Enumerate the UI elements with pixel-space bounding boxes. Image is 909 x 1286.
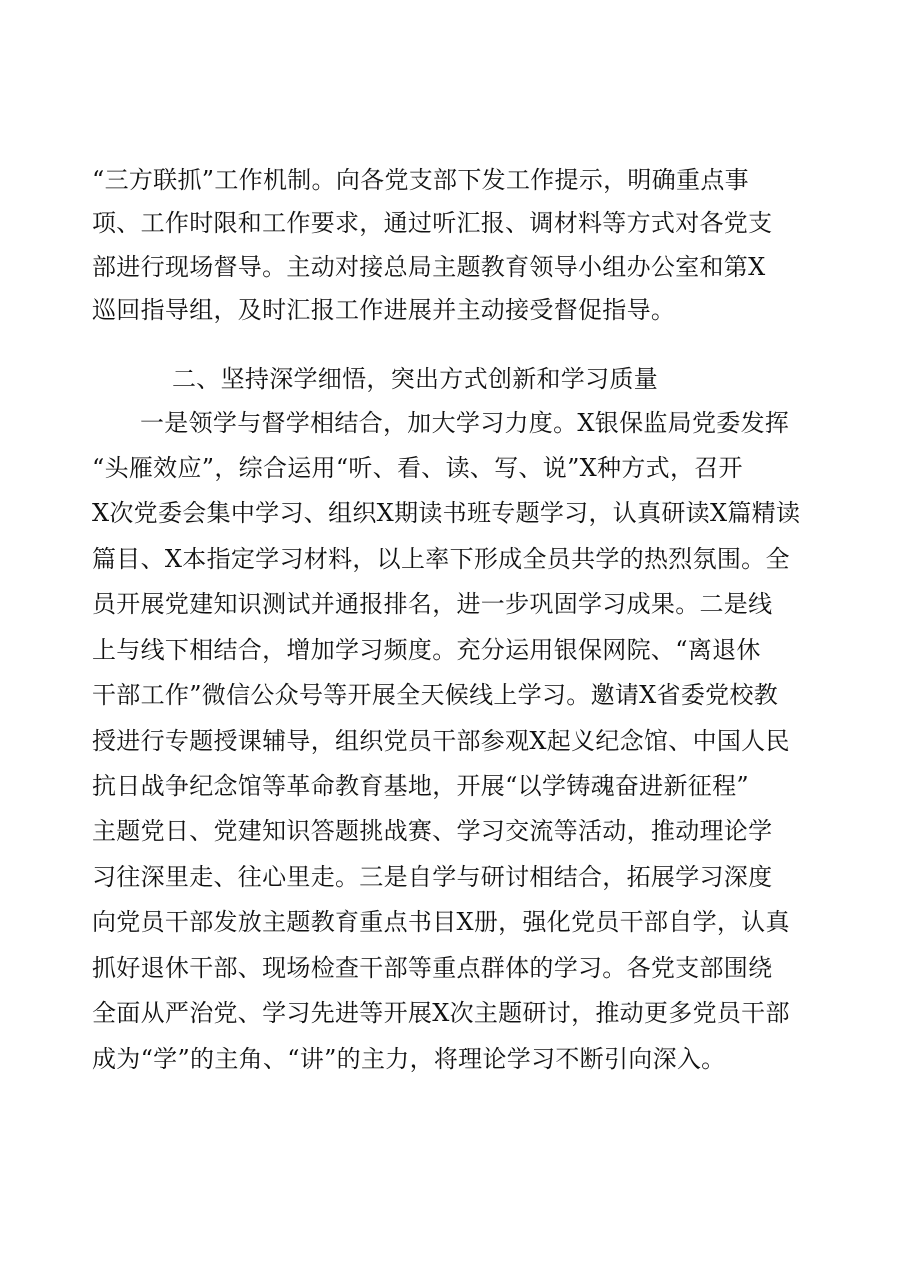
paragraph-2-line-6: 上与线下相结合，增加学习频度。充分运用银保网院、“离退休: [92, 636, 761, 664]
paragraph-2-line-8: 授进行专题授课辅导，组织党员干部参观X起义纪念馆、中国人民: [92, 727, 790, 755]
paragraph-1-line-1: “三方联抓”工作机制。向各党支部下发工作提示，明确重点事: [92, 166, 749, 194]
paragraph-2-line-15: 成为“学”的主角、“讲”的主力，将理论学习不断引向深入。: [92, 1045, 726, 1073]
paragraph-2-line-4: 篇目、X本指定学习材料，以上率下形成全员共学的热烈氛围。全: [92, 545, 790, 573]
paragraph-2-line-7: 干部工作”微信公众号等开展全天候线上学习。邀请X省委党校教: [92, 681, 779, 709]
paragraph-2-line-1: 一是领学与督学相结合，加大学习力度。X银保监局党委发挥: [140, 409, 790, 437]
paragraph-2-line-3: X次党委会集中学习、组织X期读书班专题学习，认真研读X篇精读: [92, 499, 801, 527]
paragraph-2-line-12: 向党员干部发放主题教育重点书目X册，强化党员干部自学，认真: [92, 908, 790, 936]
paragraph-1-line-4: 巡回指导组，及时汇报工作进展并主动接受督促指导。: [92, 296, 676, 324]
section-heading: 二、坚持深学细悟，突出方式创新和学习质量: [172, 365, 658, 393]
paragraph-1-line-2: 项、工作时限和工作要求，通过听汇报、调材料等方式对各党支: [92, 209, 773, 237]
paragraph-2-line-9: 抗日战争纪念馆等革命教育基地，开展“以学铸魂奋进新征程”: [92, 772, 749, 800]
paragraph-2-line-11: 习往深里走、往心里走。三是自学与研讨相结合，拓展学习深度: [92, 863, 773, 891]
paragraph-2-line-13: 抓好退休干部、现场检查干部等重点群体的学习。各党支部围绕: [92, 954, 773, 982]
paragraph-2-line-5: 员开展党建知识测试并通报排名，进一步巩固学习成果。二是线: [92, 590, 773, 618]
paragraph-2-line-14: 全面从严治党、学习先进等开展X次主题研讨，推动更多党员干部: [92, 999, 790, 1027]
paragraph-2-line-2: “头雁效应”，综合运用“听、看、读、写、说”X种方式，召开: [92, 454, 743, 482]
paragraph-1-line-3: 部进行现场督导。主动对接总局主题教育领导小组办公室和第X: [92, 253, 766, 281]
paragraph-2-line-10: 主题党日、党建知识答题挑战赛、学习交流等活动，推动理论学: [92, 817, 773, 845]
